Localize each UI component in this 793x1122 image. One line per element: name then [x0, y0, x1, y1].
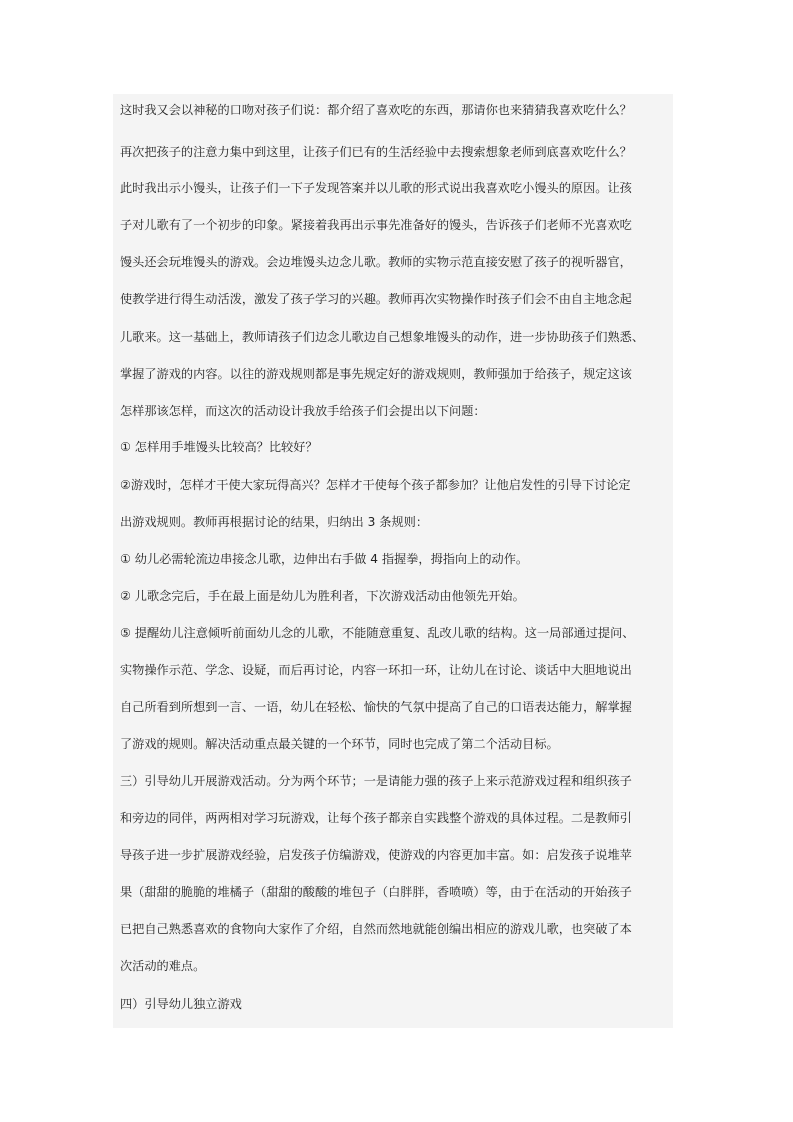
text-line: 儿歌来。这一基础上，教师请孩子们边念儿歌边自己想象堆馒头的动作，进一步协助孩子们熟悉、 [120, 330, 645, 344]
text-line: 怎样那该怎样，而这次的活动设计我放手给孩子们会提出以下问题： [120, 404, 486, 418]
text-line: 次活动的难点。 [120, 959, 206, 973]
text-line: 此时我出示小馒头，让孩子们一下子发现答案并以儿歌的形式说出我喜欢吃小馒头的原因。让孩 [120, 181, 632, 195]
text-line: 使教学进行得生动活泼，激发了孩子学习的兴趣。教师再次实物操作时孩子们会不由自主地念起 [120, 292, 632, 306]
list-item: ② 儿歌念完后，手在最上面是幼儿为胜利者，下次游戏活动由他领先开始。 [120, 589, 525, 603]
list-item: ① 幼儿必需轮流边串接念儿歌，边伸出右手做 4 指握拳，拇指向上的动作。 [120, 552, 529, 566]
text-line: 和旁边的同伴，两两相对学习玩游戏，让每个孩子都亲自实践整个游戏的具体过程。二是教师引 [120, 811, 632, 825]
text-block [113, 94, 673, 1028]
section-heading-line: 三）引导幼儿开展游戏活动。分为两个环节；一是请能力强的孩子上来示范游戏过程和组织孩子 [120, 774, 632, 788]
text-line: 导孩子进一步扩展游戏经验，启发孩子仿编游戏，使游戏的内容更加丰富。如：启发孩子说堆苹 [120, 848, 632, 862]
text-line: 果（甜甜的脆脆的堆橘子（甜甜的酸酸的堆包子（白胖胖，香喷喷）等，由于在活动的开始孩子 [120, 885, 632, 899]
text-line: 掌握了游戏的内容。以往的游戏规则都是事先规定好的游戏规则，教师强加于给孩子，规定这该 [120, 367, 632, 381]
text-line: 出游戏规则。教师再根据讨论的结果，归纳出 3 条规则： [120, 515, 429, 529]
section-heading-line: 四）引导幼儿独立游戏 [120, 997, 242, 1011]
text-line: 已把自己熟悉喜欢的食物向大家作了介绍，自然而然地就能创编出相应的游戏儿歌，也突破了本 [120, 922, 632, 936]
text-line: 子对儿歌有了一个初步的印象。紧接着我再出示事先准备好的馒头，告诉孩子们老师不光喜欢吃 [120, 218, 632, 232]
text-line: 实物操作示范、学念、设疑，而后再讨论，内容一环扣一环，让幼儿在讨论、谈话中大胆地说出 [120, 663, 632, 677]
text-line: 自己所看到所想到一言、一语，幼儿在轻松、愉快的气氛中提高了自己的口语表达能力，解掌握 [120, 700, 632, 714]
list-item: ⑤ 提醒幼儿注意倾听前面幼儿念的儿歌，不能随意重复、乱改儿歌的结构。这一局部通过提问、 [120, 626, 635, 640]
list-item: ① 怎样用手堆馒头比较高？比较好？ [120, 440, 318, 454]
text-line: 这时我又会以神秘的口吻对孩子们说：都介绍了喜欢吃的东西，那请你也来猜猜我喜欢吃什么？ [120, 103, 632, 117]
text-line: 再次把孩子的注意力集中到这里，让孩子们已有的生活经验中去搜索想象老师到底喜欢吃什么？ [120, 145, 632, 159]
text-line: ②游戏时，怎样才干使大家玩得高兴？怎样才干使每个孩子都参加？让他启发性的引导下讨论定 [120, 478, 631, 492]
text-line: 馒头还会玩堆馒头的游戏。会边堆馒头边念儿歌。教师的实物示范直接安慰了孩子的视听器官， [120, 255, 632, 269]
text-line: 了游戏的规则。解决活动重点最关键的一个环节，同时也完成了第二个活动目标。 [120, 737, 559, 751]
